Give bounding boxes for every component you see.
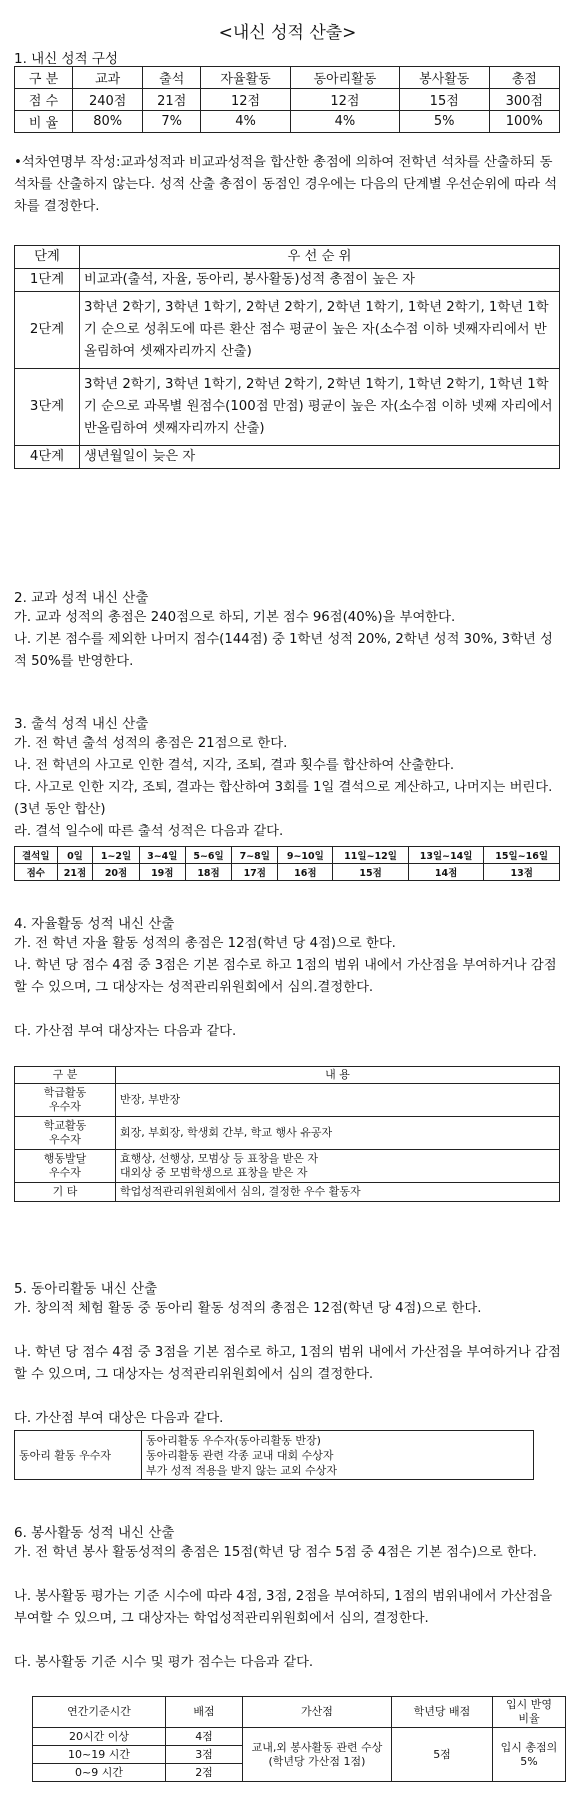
category-cell: 기 타 [15,1183,116,1202]
grade-composition-table [14,66,560,133]
content-cell: 회장, 부회장, 학생회 간부, 학교 행사 유공자 [116,1117,560,1150]
table-cell: 12점 [201,89,291,111]
volunteer-score-table [32,1696,566,1782]
section6-p3: 다. 봉사활동 기준 시수 및 평가 점수는 다음과 같다. [14,1655,314,1670]
club-bonus-table [14,1430,534,1480]
table-cell: 4% [201,111,291,133]
table-cell: 3점 [166,1746,243,1764]
table-cell: 3~4일 [139,847,185,864]
table-cell: 7% [143,111,201,133]
section4-p2: 나. 학년 당 점수 4점 중 3점은 기본 점수로 하고 1점의 범위 내에서 가산점을 부여하거나 감점할 수 있으며, 그 대상자는 성적관리위원회에서 심의.결정한다. [14,958,557,995]
table-cell: 15점 [333,864,409,881]
page-title: <내신 성적 산출> [218,23,357,43]
table-cell: 0일 [57,847,93,864]
bonus-cell: 교내,외 봉사활동 관련 수상 (학년당 가산점 1점) [243,1728,392,1782]
table-header-row [15,1067,560,1084]
section6-p1: 가. 전 학년 봉사 활동성적의 총점은 15점(학년 당 점수 5점 중 4점은 기본 점수)으로 한다. [14,1545,537,1560]
table-cell: 21점 [57,864,93,881]
section5-p3: 다. 가산점 부여 대상은 다음과 같다. [14,1411,224,1426]
category-cell: 학교활동 우수자 [15,1117,116,1150]
table-row [15,269,560,292]
table-row [15,1117,560,1150]
section3-p2: 나. 전 학년의 사고로 인한 결석, 지각, 조퇴, 결과 횟수를 합산하여 산출한다. [14,758,455,773]
autonomy-bonus-table [14,1066,560,1202]
content-cell: 학업성적관리위원회에서 심의, 결정한 우수 활동자 [116,1183,560,1202]
priority-step: 3단계 [15,369,80,446]
table-row [15,369,560,446]
table-cell: 300점 [489,89,559,111]
table-cell: 21점 [143,89,201,111]
table-cell: 동아리활동 [290,67,399,89]
category-cell: 동아리 활동 우수자 [15,1431,142,1480]
table-cell: 총점 [489,67,559,89]
table-cell: 13점 [484,864,560,881]
table-header: 단계 [15,246,80,269]
table-row [15,1183,560,1202]
priority-rule: 3학년 2학기, 3학년 1학기, 2학년 2학기, 2학년 1학기, 1학년 2학기, 1학년 1학기 순으로 과목별 원점수(100점 만점) 평균이 높은 자(소수점 이하 넷째 자리에서 반올림하여 셋째자리까지 산출) [80,369,560,446]
table-header: 구 분 [15,1067,116,1084]
priority-rule: 생년월일이 늦은 자 [80,446,560,469]
table-header: 학년당 배점 [392,1697,493,1728]
section4-p1: 가. 전 학년 자율 활동 성적의 총점은 12점(학년 당 4점)으로 한다. [14,936,396,951]
table-cell: 5% [399,111,489,133]
section2-p1: 가. 교과 성적의 총점은 240점으로 하되, 기본 점수 96점(40%)을 부여한다. [14,610,456,625]
category-cell: 학급활동 우수자 [15,1084,116,1117]
content-cell: 효행상, 선행상, 모범상 등 표창을 받은 자 대외상 중 모범학생으로 표창을 받은 자 [116,1150,560,1183]
table-row [15,1150,560,1183]
table-cell: 9~10일 [278,847,333,864]
section5-p1: 가. 창의적 체험 활동 중 동아리 활동 성적의 총점은 12점(학년 당 4점)으로 한다. [14,1301,482,1316]
table-row [15,1084,560,1117]
section2-p2: 나. 기본 점수를 제외한 나머지 점수(144점) 중 1학년 성적 20%, 2학년 성적 30%, 3학년 성적 50%를 반영한다. [14,632,553,669]
section3-heading: 3. 출석 성적 내신 산출 [14,716,149,732]
per-grade-cell: 5점 [392,1728,493,1782]
table-row [15,89,560,111]
table-row [15,1431,534,1480]
table-cell: 자율활동 [201,67,291,89]
table-cell: 19점 [139,864,185,881]
table-cell: 점수 [15,864,58,881]
table-cell: 18점 [185,864,231,881]
section5-p2: 나. 학년 당 점수 4점 중 3점을 기본 점수로 하고, 1점의 범위 내에서 가산점을 부여하거나 감점할 수 있으며, 그 대상자는 성적관리위원회에서 심의 결정한다. [14,1345,561,1382]
section3-p4: 라. 결석 일수에 따른 출석 성적은 다음과 같다. [14,824,284,839]
priority-step: 1단계 [15,269,80,292]
table-cell: 1~2일 [93,847,139,864]
table-row [33,1728,566,1746]
content-cell: 동아리활동 우수자(동아리활동 반장) 동아리활동 관련 각종 교내 대회 수상자 부가 성적 적용을 받지 않는 교외 수상자 [142,1431,534,1480]
section6-heading: 6. 봉사활동 성적 내신 산출 [14,1525,175,1541]
table-row [15,67,560,89]
priority-table [14,245,560,469]
table-cell: 결석일 [15,847,58,864]
section3-p1: 가. 전 학년 출석 성적의 총점은 21점으로 한다. [14,736,288,751]
table-header-row [33,1697,566,1728]
table-cell: 17점 [232,864,278,881]
table-cell: 15점 [399,89,489,111]
table-cell: 12점 [290,89,399,111]
table-cell: 0~9 시간 [33,1764,166,1782]
table-cell: 5~6일 [185,847,231,864]
table-row [15,864,560,881]
table-header: 입시 반영 비율 [493,1697,566,1728]
category-cell: 행동발달 우수자 [15,1150,116,1183]
priority-rule: 비교과(출석, 자율, 동아리, 봉사활동)성적 총점이 높은 자 [80,269,560,292]
table-header: 우 선 순 위 [80,246,560,269]
table-header: 연간기준시간 [33,1697,166,1728]
table-cell: 11일~12일 [333,847,409,864]
table-cell: 16점 [278,864,333,881]
priority-step: 2단계 [15,292,80,369]
ratio-cell: 입시 총점의 5% [493,1728,566,1782]
section1-heading: 1. 내신 성적 구성 [14,51,118,67]
table-header-row [15,246,560,269]
table-cell: 240점 [73,89,143,111]
table-cell: 봉사활동 [399,67,489,89]
table-cell: 13일~14일 [408,847,484,864]
table-row [15,292,560,369]
table-cell: 20시간 이상 [33,1728,166,1746]
section6-p2: 나. 봉사활동 평가는 기준 시수에 따라 4점, 3점, 2점을 부여하되, 1점의 범위내에서 가산점을 부여할 수 있으며, 그 대상자는 학업성적관리위원회에서 심의, 결정한다. [14,1589,553,1626]
table-header: 내 용 [116,1067,560,1084]
table-cell: 7~8일 [232,847,278,864]
priority-step: 4단계 [15,446,80,469]
table-cell: 100% [489,111,559,133]
table-header: 배점 [166,1697,243,1728]
section4-p3: 다. 가산점 부여 대상자는 다음과 같다. [14,1024,237,1039]
section5-heading: 5. 동아리활동 내신 산출 [14,1281,158,1297]
table-cell: 10~19 시간 [33,1746,166,1764]
table-row [15,446,560,469]
table-cell: 20점 [93,864,139,881]
table-cell: 4% [290,111,399,133]
attendance-score-table [14,846,560,881]
table-header: 가산점 [243,1697,392,1728]
table-row [15,847,560,864]
table-cell: 비 율 [15,111,73,133]
table-cell: 4점 [166,1728,243,1746]
section2-heading: 2. 교과 성적 내신 산출 [14,590,149,606]
table-cell: 15일~16일 [484,847,560,864]
table-row [15,111,560,133]
content-cell: 반장, 부반장 [116,1084,560,1117]
section4-heading: 4. 자율활동 성적 내신 산출 [14,916,175,932]
table-cell: 14점 [408,864,484,881]
priority-rule: 3학년 2학기, 3학년 1학기, 2학년 2학기, 2학년 1학기, 1학년 2학기, 1학년 1학기 순으로 성취도에 따른 환산 점수 평균이 높은 자(소수점 이하 넷째자리에서 반올림하여 셋째자리까지 산출) [80,292,560,369]
table-cell: 점 수 [15,89,73,111]
table-cell: 교과 [73,67,143,89]
ranking-note: •석차연명부 작성:교과성적과 비교과성적을 합산한 총점에 의하여 전학년 석차를 산출하되 동석차를 산출하지 않는다. 성적 산출 총점이 동점인 경우에는 다음의 단계별 우선순위에 따라 석차를 결정한다. [14,155,558,214]
table-cell: 구 분 [15,67,73,89]
table-cell: 출석 [143,67,201,89]
section3-p3: 다. 사고로 인한 지각, 조퇴, 결과는 합산하여 3회를 1일 결석으로 계산하고, 나머지는 버린다.(3년 동안 합산) [14,780,553,817]
table-cell: 80% [73,111,143,133]
table-cell: 2점 [166,1764,243,1782]
